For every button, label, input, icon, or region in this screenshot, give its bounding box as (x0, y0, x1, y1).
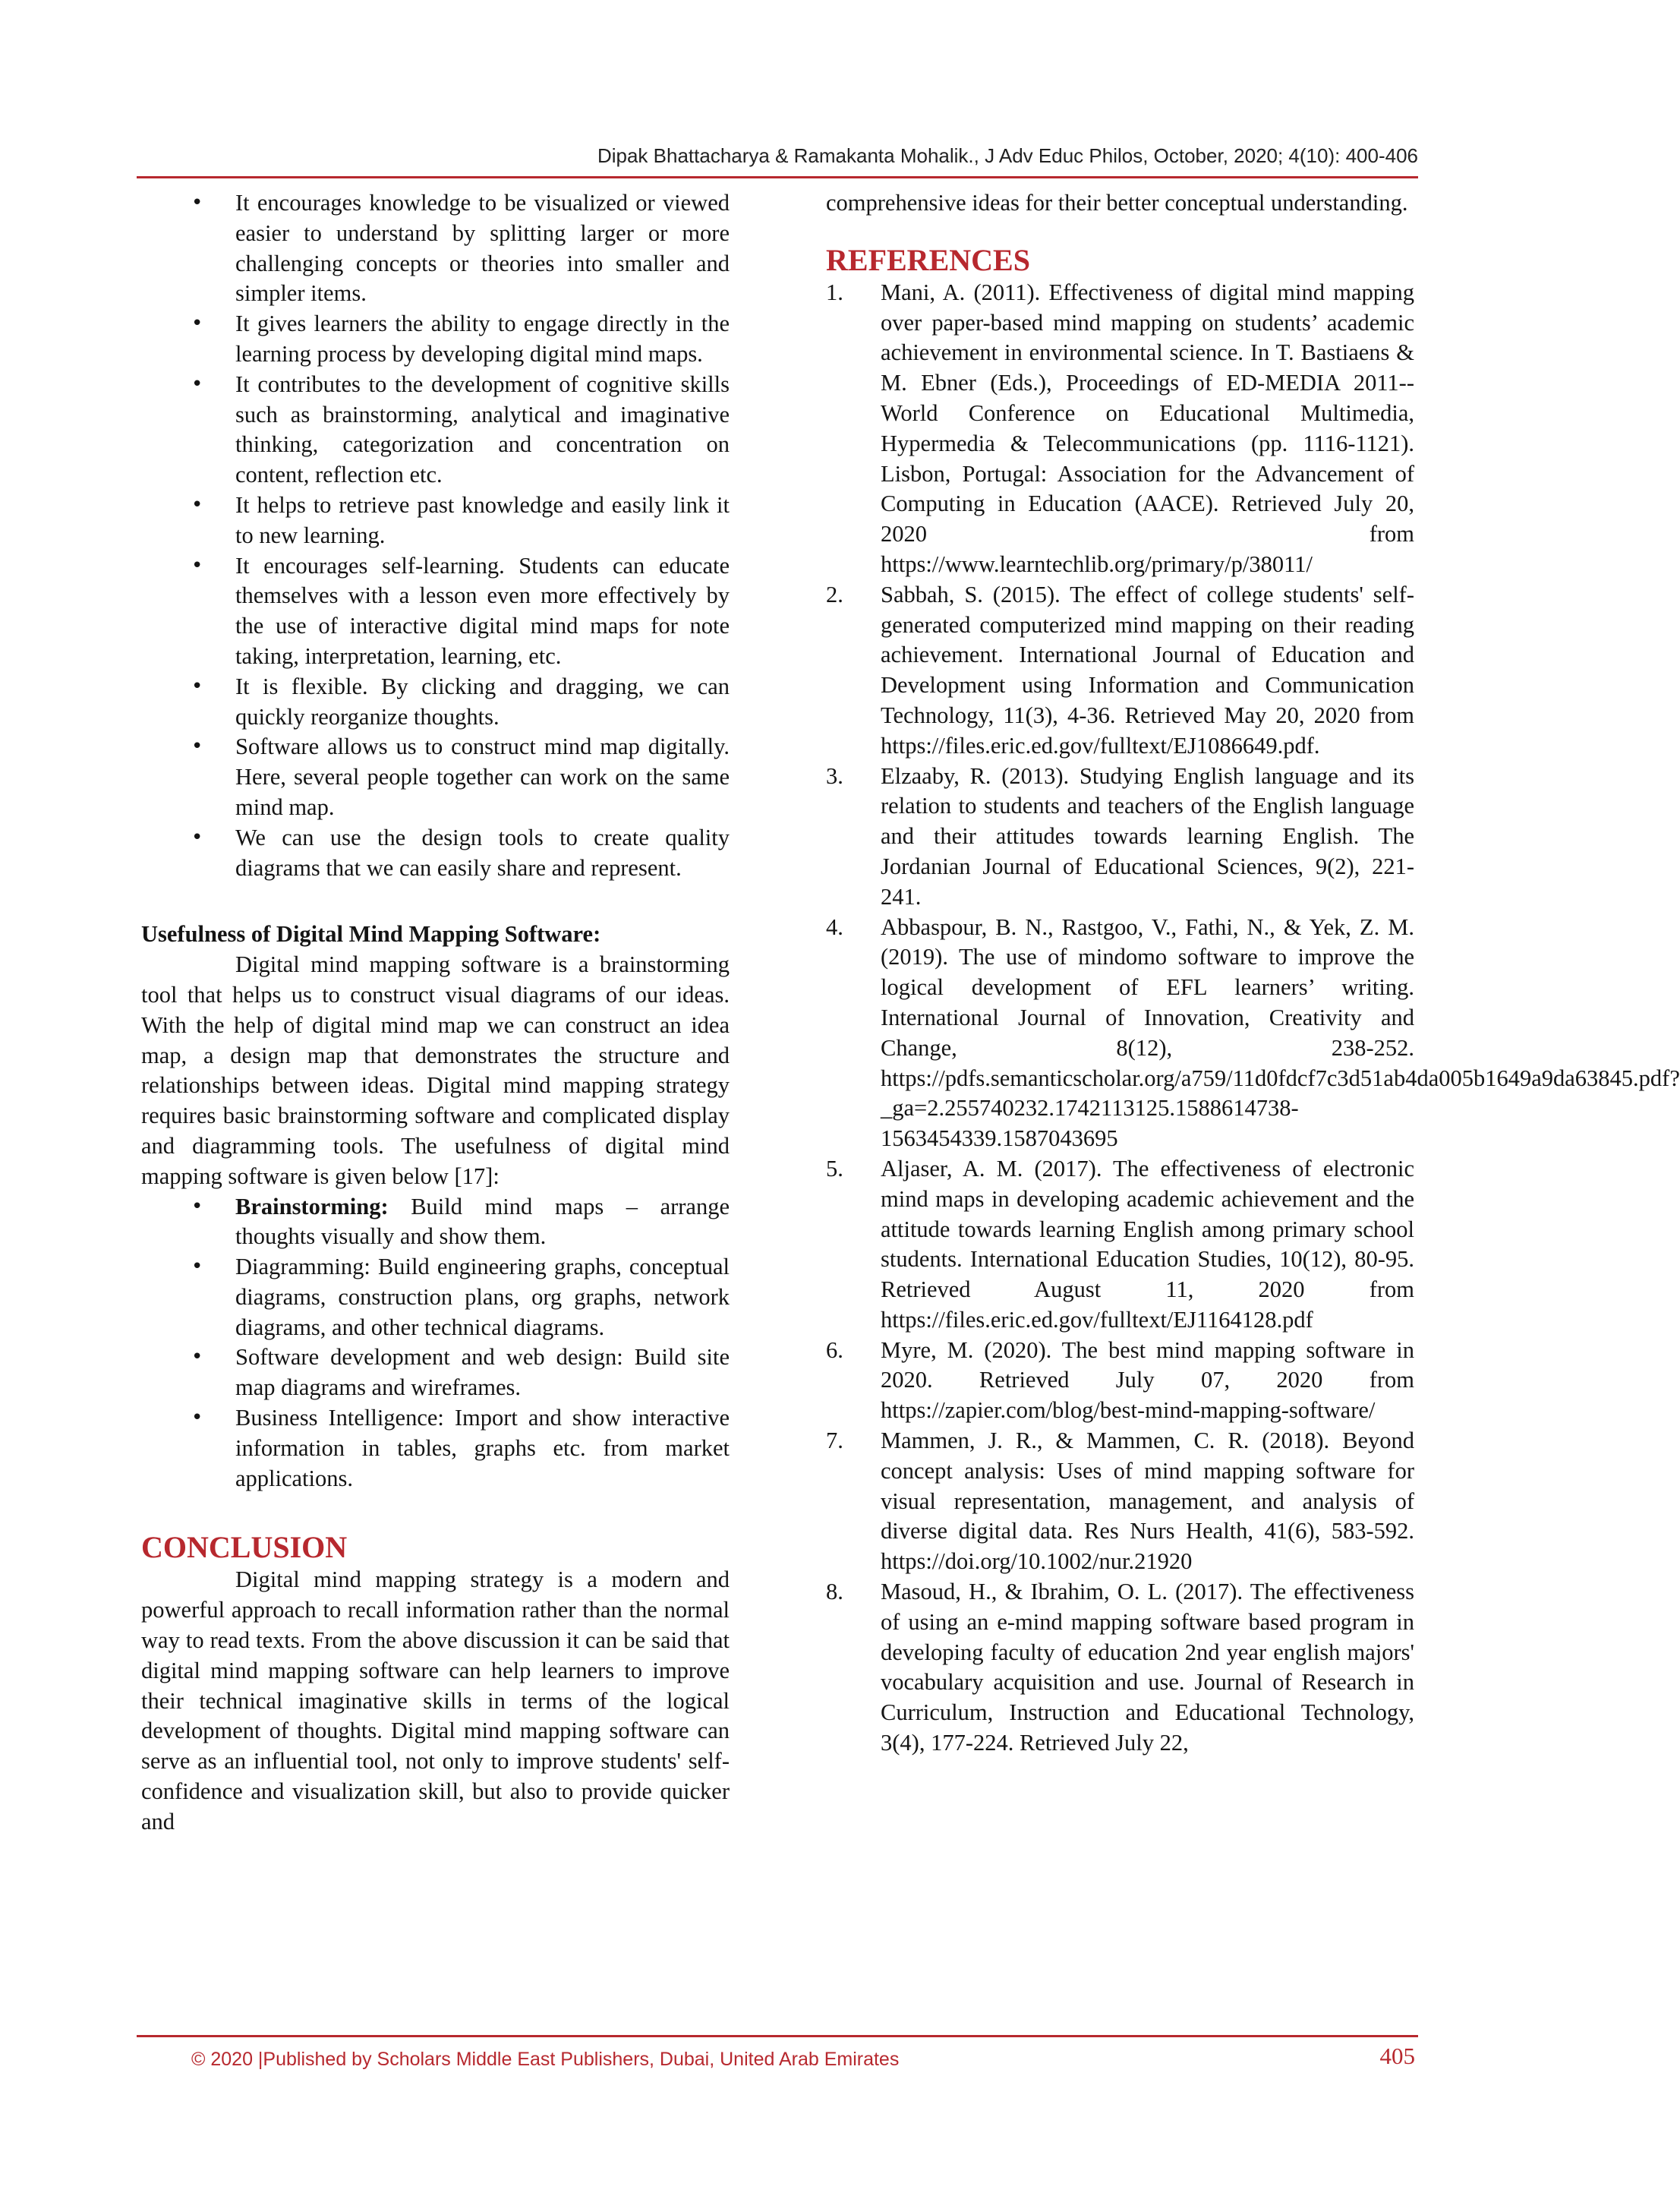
advantages-list (141, 188, 730, 883)
reference-text: Mammen, J. R., & Mammen, C. R. (2018). Beyond concept analysis: Uses of mind mapping software for visual representation, management, and analysis of diverse digital data. Res Nurs Health, 41(6), 583-592. https://doi.org/10.1002/nur.21920 (881, 1428, 1414, 1575)
reference-item (826, 580, 1414, 762)
reference-item (826, 1336, 1414, 1426)
conclusion-heading: CONCLUSION (141, 1530, 348, 1565)
reference-text: Masoud, H., & Ibrahim, O. L. (2017). The effectiveness of using an e-mind mapping software based program in developing faculty of education 2nd year english majors' vocabulary acquisition and use. Journal of Research in Curriculum, Instruction and Educational Technology, 3(4), 177-224. Retrieved July 22, (881, 1579, 1414, 1756)
references-heading: REFERENCES (826, 242, 1030, 277)
footer-rule (137, 2035, 1418, 2037)
reference-text: Elzaaby, R. (2013). Studying English language and its relation to students and teachers of the English language and their attitudes towards learning English. The Jordanian Journal of Educational Sciences, 9(2), 221-241. (881, 762, 1414, 910)
running-header: Dipak Bhattacharya & Ramakanta Mohalik., J Adv Educ Philos, October, 2020; 4(10): 400-406 (597, 144, 1418, 167)
usefulness-paragraph: Digital mind mapping software is a brainstorming tool that helps us to construct visual diagrams of our ideas. With the help of digital mind map we can construct an idea map, a design map that demonstrates the structure and relationships between ideas. Digital mind mapping strategy requires basic brainstorming software and complicated display and diagramming tools. The usefulness of digital mind mapping software is given below [17]: (141, 951, 730, 1189)
item-text: Import and show interactive information in tables, graphs etc. from market applications. (235, 1405, 730, 1491)
item-text: Build engineering graphs, conceptual diagrams, construction plans, org graphs, network diagrams, and other technical diagrams. (235, 1254, 730, 1340)
item-term: Business Intelligence: (235, 1405, 444, 1431)
item-term: Brainstorming: (235, 1193, 389, 1219)
list-item (141, 1342, 730, 1403)
item-text: Build mind maps – arrange thoughts visually and show them. (235, 1193, 730, 1250)
reference-text: Mani, A. (2011). Effectiveness of digital mind mapping over paper-based mind mapping on students’ academic achievement in environmental science. In T. Bastiaens & M. Ebner (Eds.), Proceedings of ED-MEDIA 2011--World Conference on Educational Multimedia, Hypermedia & Telecommunications (pp. 1116-1121). Lisbon, Portugal: Association for the Advancement of Computing in Education (AACE). Retrieved July 20, 2020 from https://www.learntechlib.org/primary/p/38011/ (881, 279, 1414, 577)
list-item: • Software allows us to construct mind map digitally. Here, several people together can work on the same mind map. (141, 732, 730, 822)
list-item (141, 1403, 730, 1494)
conclusion-continuation: comprehensive ideas for their better conceptual understanding. (826, 190, 1408, 216)
reference-number: 2. (826, 581, 843, 607)
reference-number: 8. (826, 1579, 843, 1605)
list-item (141, 1252, 730, 1342)
reference-number: 1. (826, 279, 843, 305)
list-item: • It gives learners the ability to engage directly in the learning process by developing digital mind maps. (141, 309, 730, 370)
reference-item (826, 762, 1414, 913)
reference-number: 3. (826, 762, 843, 789)
reference-item (826, 1154, 1414, 1336)
list-item (141, 1192, 730, 1253)
page-number: 405 (1379, 2043, 1415, 2069)
reference-text: Sabbah, S. (2015). The effect of college students' self-generated computerized mind mapping on their reading achievement. International Journal of Education and Development using Information and Communication Technology, 11(3), 4-36. Retrieved May 20, 2020 from https://files.eric.ed.gov/fulltext/EJ1086649.pdf. (881, 581, 1414, 759)
reference-number: 6. (826, 1336, 843, 1363)
reference-number: 4. (826, 913, 843, 940)
publisher-footer: © 2020 |Published by Scholars Middle East Publishers, Dubai, United Arab Emirates (191, 2049, 900, 2070)
list-item: • We can use the design tools to create quality diagrams that we can easily share and represent. (141, 823, 730, 884)
list-item: • It helps to retrieve past knowledge and easily link it to new learning. (141, 491, 730, 551)
list-item: • It encourages self-learning. Students can educate themselves with a lesson even more effectively by the use of interactive digital mind maps for note taking, interpretation, learning, etc. (141, 551, 730, 672)
item-text: Build site map diagrams and wireframes. (235, 1344, 730, 1401)
usefulness-list (141, 1192, 730, 1494)
right-column (826, 188, 1680, 1759)
list-item: • It is flexible. By clicking and dragging, we can quickly reorganize thoughts. (141, 672, 730, 733)
reference-text: Myre, M. (2020). The best mind mapping software in 2020. Retrieved July 07, 2020 from https://zapier.com/blog/best-mind-mapping-software/ (881, 1336, 1414, 1424)
item-term: Diagramming: (235, 1254, 370, 1280)
reference-item (826, 1577, 1414, 1759)
reference-number: 5. (826, 1155, 843, 1182)
reference-text: Abbaspour, B. N., Rastgoo, V., Fathi, N., & Yek, Z. M. (2019). The use of mindomo software to improve the logical development of EFL learners’ writing. International Journal of Innovation, Creativity and Change, 8(12), 238-252. https://pdfs.semanticscholar.org/a759/11d0fdcf7c3d51ab4da005b1649a9da63845.pdf?_ga=2.255740232.1742113125.1588614738-1563454339.1587043695 (881, 913, 1680, 1152)
reference-item (826, 913, 1680, 1154)
reference-number: 7. (826, 1428, 843, 1454)
references-list (826, 278, 1680, 1759)
usefulness-heading: Usefulness of Digital Mind Mapping Software: (141, 921, 601, 948)
header-rule (137, 176, 1418, 178)
list-item: • It encourages knowledge to be visualized or viewed easier to understand by splitting larger or more challenging concepts or theories into smaller and simpler items. (141, 188, 730, 309)
list-item: • It contributes to the development of cognitive skills such as brainstorming, analytical and imaginative thinking, categorization and concentration on content, reflection etc. (141, 370, 730, 491)
reference-item (826, 1426, 1414, 1577)
item-term: Software development and web design: (235, 1344, 623, 1371)
reference-text: Aljaser, A. M. (2017). The effectiveness of electronic mind maps in developing academic achievement and the attitude towards learning English among primary school students. International Education Studies, 10(12), 80-95. Retrieved August 11, 2020 from https://files.eric.ed.gov/fulltext/EJ1164128.pdf (881, 1155, 1414, 1333)
conclusion-paragraph: Digital mind mapping strategy is a modern and powerful approach to recall information rather than the normal way to read texts. From the above discussion it can be said that digital mind mapping software can help learners to improve their technical imaginative skills in terms of the logical development of thoughts. Digital mind mapping software can serve as an influential tool, not only to improve students' self-confidence and visualization skill, but also to provide quicker and (141, 1566, 730, 1835)
left-column (141, 188, 730, 1838)
reference-item (826, 278, 1414, 580)
